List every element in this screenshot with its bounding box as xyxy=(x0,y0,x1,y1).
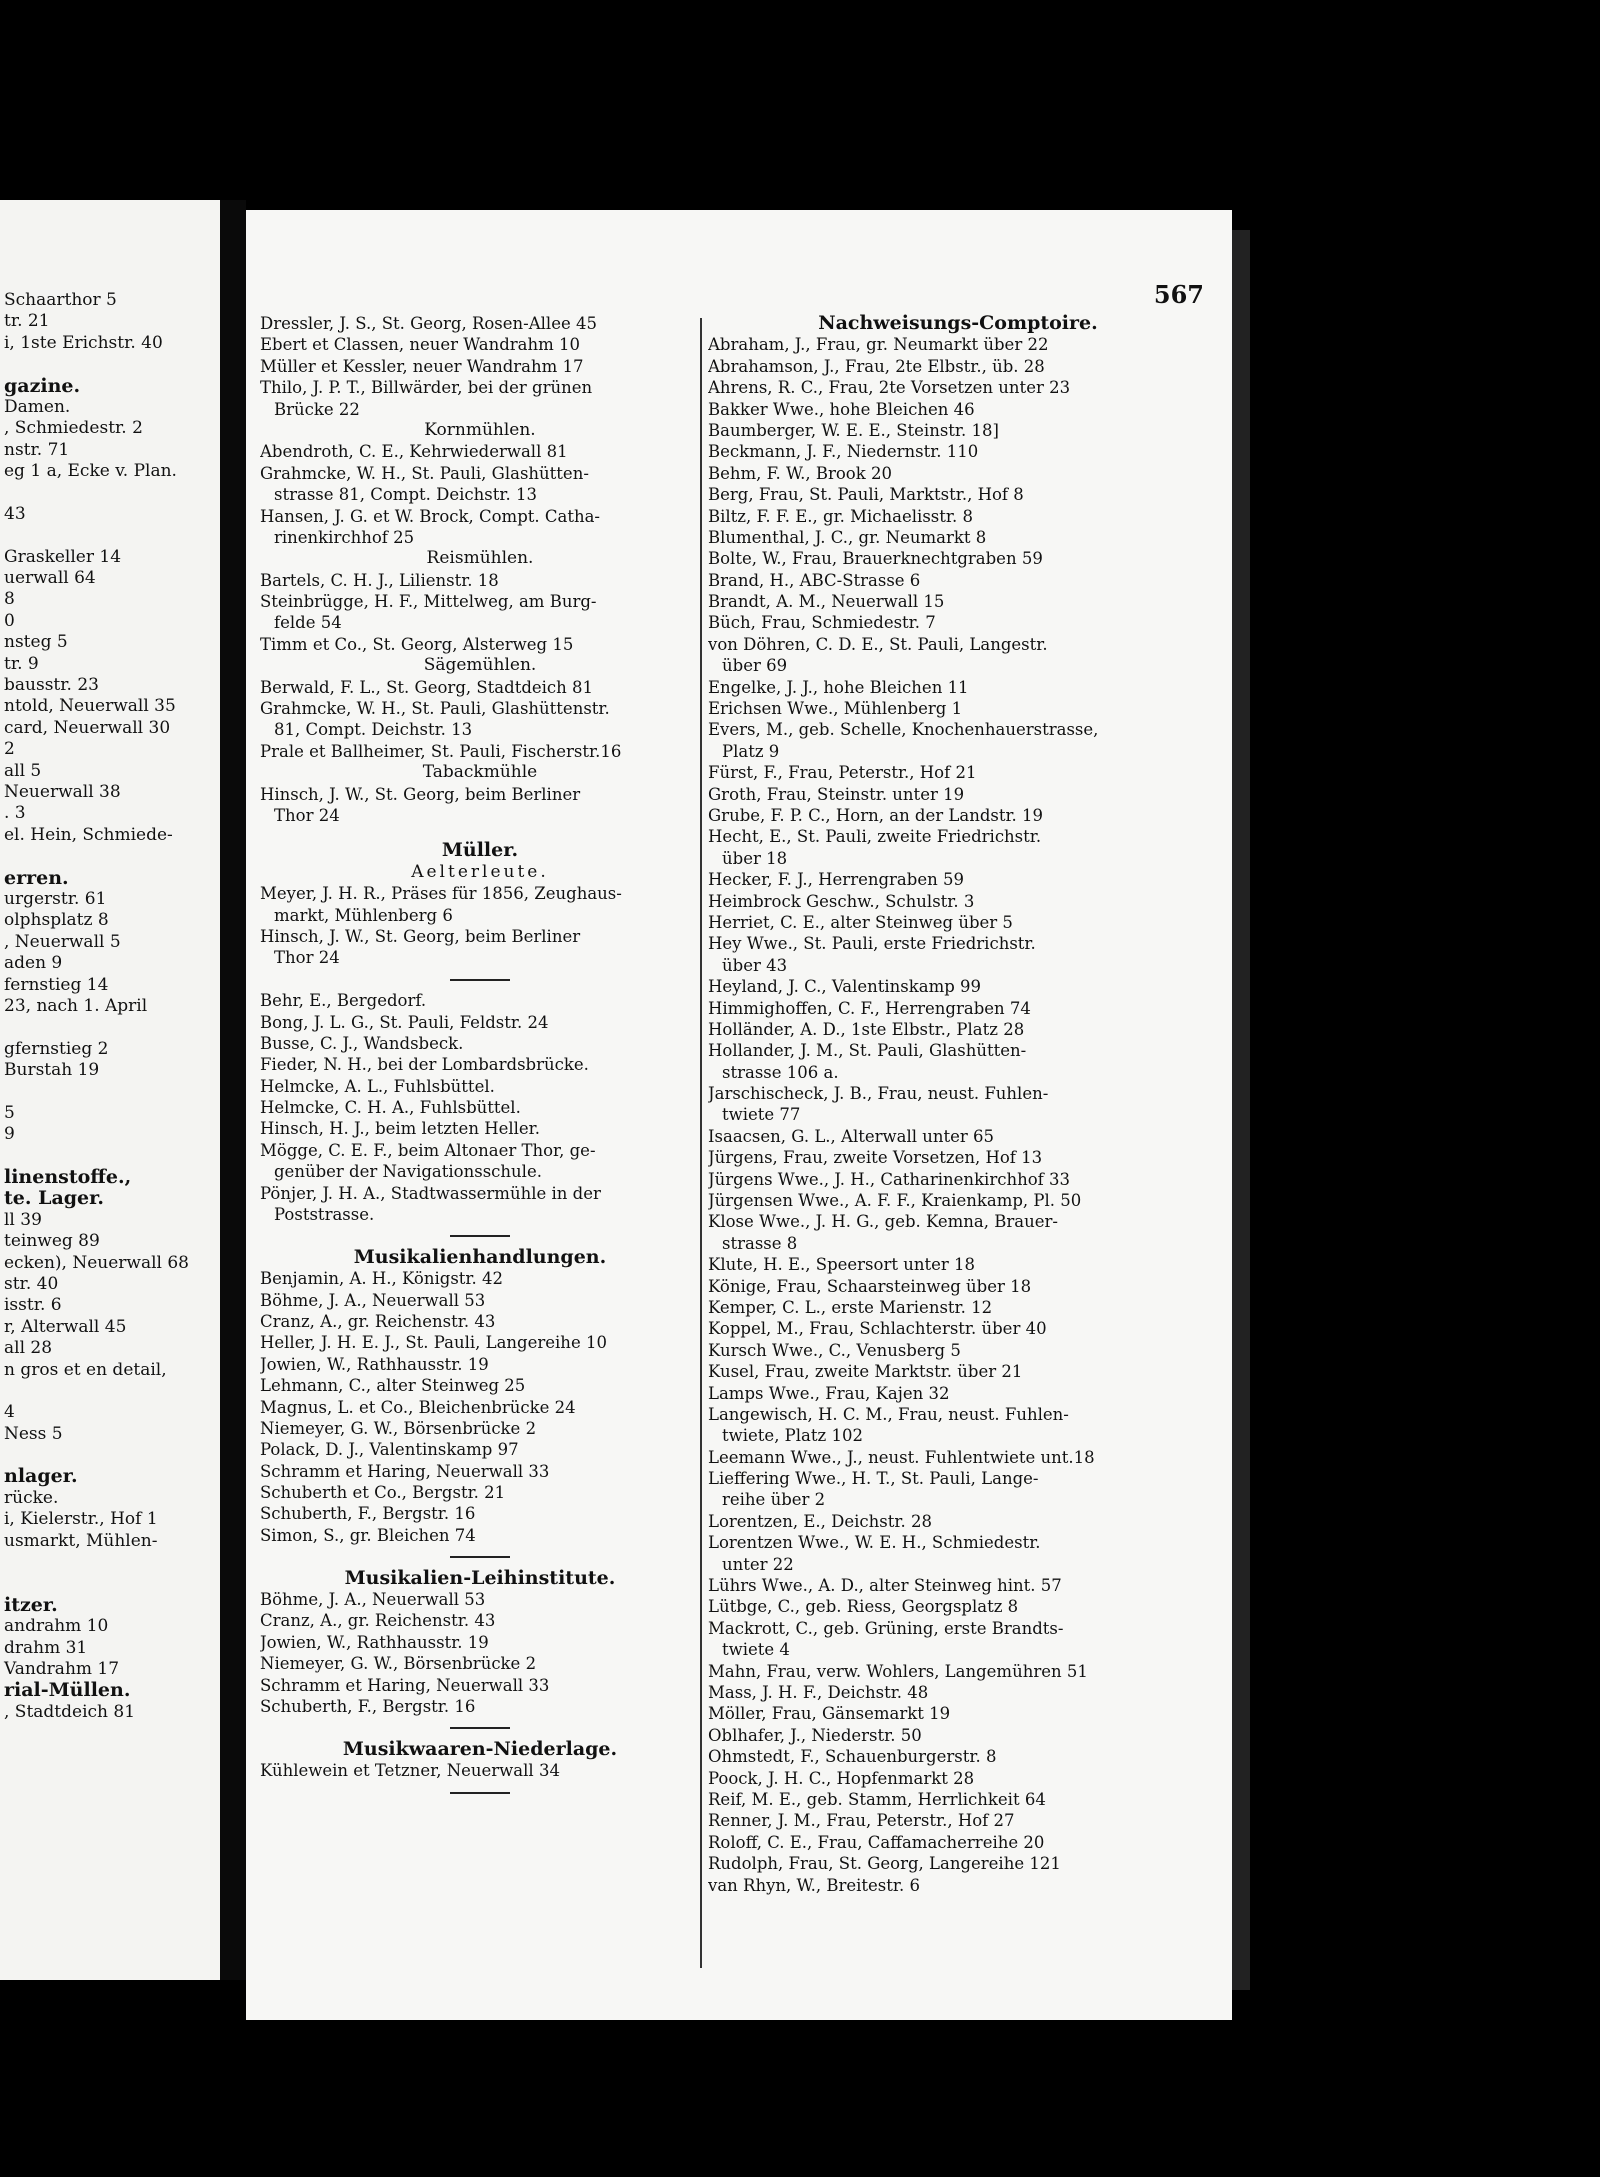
directory-entry: Kühlewein et Tetzner, Neuerwall 34 xyxy=(260,1761,560,1781)
left-page-line: rial-Müllen. xyxy=(4,1680,131,1702)
directory-entry: Jürgensen Wwe., A. F. F., Kraienkamp, Pl. 50 xyxy=(708,1191,1082,1211)
book-gutter xyxy=(220,200,246,1980)
directory-entry: Bakker Wwe., hohe Bleichen 46 xyxy=(708,399,975,419)
left-page-line: 2 xyxy=(4,739,15,760)
directory-entry: Schuberth, F., Bergstr. 16 xyxy=(260,1504,476,1524)
directory-entry: Herriet, C. E., alter Steinweg über 5 xyxy=(708,912,1013,932)
directory-entry: Schramm et Haring, Neuerwall 33 xyxy=(260,1675,550,1695)
directory-entry: Dressler, J. S., St. Georg, Rosen-Allee 45 xyxy=(260,314,597,333)
directory-entry: Himmighoffen, C. F., Herrengraben 74 xyxy=(708,998,1031,1018)
directory-entry: Benjamin, A. H., Königstr. 42 xyxy=(260,1269,503,1289)
directory-entry: Koppel, M., Frau, Schlachterstr. über 40 xyxy=(708,1319,1047,1339)
directory-entry: Böhme, J. A., Neuerwall 53 xyxy=(260,1590,486,1610)
section-title: Müller. xyxy=(441,839,519,862)
directory-entry: Klute, H. E., Speersort unter 18 xyxy=(708,1255,975,1275)
entry-continuation: Poststrasse. xyxy=(274,1205,375,1225)
directory-entry: Erichsen Wwe., Mühlenberg 1 xyxy=(708,699,963,719)
left-page-line: Ness 5 xyxy=(4,1423,63,1444)
left-page-line: card, Neuerwall 30 xyxy=(4,717,171,738)
directory-entry: Grube, F. P. C., Horn, an der Landstr. 19 xyxy=(708,805,1044,825)
left-page-line: Graskeller 14 xyxy=(4,546,122,567)
left-page-line: 23, nach 1. April xyxy=(4,995,148,1016)
directory-column-left xyxy=(260,313,700,1803)
entry-continuation: markt, Mühlenberg 6 xyxy=(274,905,453,925)
page-edge xyxy=(1232,230,1250,1990)
entry-continuation: Brücke 22 xyxy=(274,399,360,419)
left-page-line xyxy=(0,1017,220,1038)
entry-continuation: rinenkirchhof 25 xyxy=(274,527,415,547)
left-page-line: isstr. 6 xyxy=(4,1295,62,1316)
directory-entry: Heller, J. H. E. J., St. Pauli, Langereihe 10 xyxy=(260,1333,607,1353)
directory-entry: Thilo, J. P. T., Billwärder, bei der grünen xyxy=(260,378,593,398)
directory-entry: Helmcke, C. H. A., Fuhlsbüttel. xyxy=(260,1098,521,1118)
subsection-heading: Aelterleute. xyxy=(411,861,549,882)
entry-continuation: strasse 8 xyxy=(722,1233,798,1253)
directory-entry: Lorentzen, E., Deichstr. 28 xyxy=(708,1511,932,1531)
directory-entry: Schramm et Haring, Neuerwall 33 xyxy=(260,1461,550,1481)
left-page-line xyxy=(0,1552,220,1573)
directory-entry: Langewisch, H. C. M., Frau, neust. Fuhlen- xyxy=(708,1404,1069,1424)
left-page-line: usmarkt, Mühlen- xyxy=(4,1530,158,1551)
directory-entry: Polack, D. J., Valentinskamp 97 xyxy=(260,1440,519,1460)
directory-entry: Rudolph, Frau, St. Georg, Langereihe 121 xyxy=(708,1854,1061,1874)
section-title: Musikalienhandlungen. xyxy=(353,1245,607,1268)
directory-entry: Poock, J. H. C., Hopfenmarkt 28 xyxy=(708,1768,975,1788)
directory-entry: von Döhren, C. D. E., St. Pauli, Langestr. xyxy=(708,634,1048,654)
left-page-line xyxy=(0,1146,220,1167)
directory-entry: Helmcke, A. L., Fuhlsbüttel. xyxy=(260,1076,495,1096)
left-page-line: gazine. xyxy=(4,375,81,397)
directory-entry: Fieder, N. H., bei der Lombardsbrücke. xyxy=(260,1055,589,1075)
directory-entry: Holländer, A. D., 1ste Elbstr., Platz 28 xyxy=(708,1019,1025,1039)
directory-entry: Jürgens Wwe., J. H., Catharinenkirchhof 33 xyxy=(708,1169,1071,1189)
directory-entry: Schuberth et Co., Bergstr. 21 xyxy=(260,1483,506,1503)
directory-entry: Pönjer, J. H. A., Stadtwassermühle in der xyxy=(260,1183,601,1203)
directory-entry: Abendroth, C. E., Kehrwiederwall 81 xyxy=(260,442,568,462)
directory-entry: Evers, M., geb. Schelle, Knochenhauerstrasse, xyxy=(708,720,1099,740)
entry-continuation: strasse 106 a. xyxy=(722,1062,839,1082)
left-page-line: Schaarthor 5 xyxy=(4,290,117,310)
directory-entry: Lamps Wwe., Frau, Kajen 32 xyxy=(708,1383,950,1403)
left-page-line: 5 xyxy=(4,1102,15,1123)
directory-entry: Mass, J. H. F., Deichstr. 48 xyxy=(708,1683,929,1702)
section-title: Musikalien-Leihinstitute. xyxy=(344,1566,616,1589)
entry-continuation: twiete, Platz 102 xyxy=(722,1426,863,1446)
directory-entry: Jowien, W., Rathhausstr. 19 xyxy=(260,1354,489,1374)
left-page-line: n gros et en detail, xyxy=(4,1359,167,1380)
directory-entry: Lorentzen Wwe., W. E. H., Schmiedestr. xyxy=(708,1533,1041,1553)
left-page-line xyxy=(0,1381,220,1402)
directory-entry: Biltz, F. F. E., gr. Michaelisstr. 8 xyxy=(708,506,973,526)
directory-entry: Meyer, J. H. R., Präses für 1856, Zeughaus- xyxy=(260,884,622,904)
left-page-line: tr. 9 xyxy=(4,653,39,674)
left-page-line: ll 39 xyxy=(4,1209,42,1230)
left-page-line: nstr. 71 xyxy=(4,439,70,460)
left-page-line xyxy=(0,483,220,504)
left-page-line: el. Hein, Schmiede- xyxy=(4,824,173,845)
directory-entry: Behr, E., Bergedorf. xyxy=(260,991,427,1011)
entry-continuation: Platz 9 xyxy=(722,741,780,761)
entry-continuation: strasse 81, Compt. Deichstr. 13 xyxy=(274,485,537,505)
left-page-line xyxy=(0,1081,220,1102)
left-page-line: aden 9 xyxy=(4,953,63,974)
section-heading: Reismühlen. xyxy=(426,548,534,569)
entry-continuation: reihe über 2 xyxy=(722,1490,826,1510)
left-page-line: nsteg 5 xyxy=(4,632,68,653)
directory-entry: Grahmcke, W. H., St. Pauli, Glashütten- xyxy=(260,463,589,483)
directory-entry: Roloff, C. E., Frau, Caffamacherreihe 20 xyxy=(708,1832,1045,1852)
column-divider xyxy=(700,318,702,1968)
directory-entry: Kemper, C. L., erste Marienstr. 12 xyxy=(708,1297,993,1317)
directory-entry: Niemeyer, G. W., Börsenbrücke 2 xyxy=(260,1418,537,1438)
left-page-line xyxy=(0,1445,220,1466)
directory-entry: Mahn, Frau, verw. Wohlers, Langemühren 51 xyxy=(708,1661,1088,1681)
left-page-line xyxy=(0,846,220,867)
left-page-line: linenstoffe., xyxy=(4,1167,132,1189)
directory-entry: Brand, H., ABC-Strasse 6 xyxy=(708,570,921,590)
section-rule xyxy=(260,1717,700,1738)
directory-entry: Möller, Frau, Gänsemarkt 19 xyxy=(708,1704,951,1724)
entry-continuation: über 18 xyxy=(722,848,788,868)
spacer xyxy=(260,826,700,840)
left-page-line: gfernstieg 2 xyxy=(4,1038,109,1059)
section-title: Musikwaaren-Niederlage. xyxy=(342,1737,618,1760)
left-page-line: . 3 xyxy=(4,803,26,824)
left-page-line: , Schmiedestr. 2 xyxy=(4,418,143,439)
directory-entry: Heimbrock Geschw., Schulstr. 3 xyxy=(708,891,975,911)
entry-continuation: 81, Compt. Deichstr. 13 xyxy=(274,720,473,740)
directory-entry: Bolte, W., Frau, Brauerknechtgraben 59 xyxy=(708,549,1043,569)
directory-entry: Abrahamson, J., Frau, 2te Elbstr., üb. 28 xyxy=(708,356,1045,376)
directory-entry: Blumenthal, J. C., gr. Neumarkt 8 xyxy=(708,527,987,547)
directory-entry: Beckmann, J. F., Niedernstr. 110 xyxy=(708,442,979,462)
left-page-line: te. Lager. xyxy=(4,1188,105,1210)
directory-entry: Hollander, J. M., St. Pauli, Glashütten- xyxy=(708,1041,1027,1061)
directory-entry: Groth, Frau, Steinstr. unter 19 xyxy=(708,784,965,804)
directory-entry: Lütbge, C., geb. Riess, Georgsplatz 8 xyxy=(708,1597,1019,1617)
directory-entry: Kusel, Frau, zweite Marktstr. über 21 xyxy=(708,1362,1023,1382)
left-page-line: i, Kielerstr., Hof 1 xyxy=(4,1509,158,1530)
left-page-line: ecken), Neuerwall 68 xyxy=(4,1252,189,1273)
directory-entry: Bong, J. L. G., St. Pauli, Feldstr. 24 xyxy=(260,1012,549,1032)
directory-entry: Hinsch, J. W., St. Georg, beim Berliner xyxy=(260,784,581,804)
directory-entry: Abraham, J., Frau, gr. Neumarkt über 22 xyxy=(708,335,1049,355)
directory-entry: Hey Wwe., St. Pauli, erste Friedrichstr. xyxy=(708,934,1036,954)
section-rule xyxy=(260,1782,700,1803)
directory-entry: Cranz, A., gr. Reichenstr. 43 xyxy=(260,1611,496,1631)
entry-continuation: twiete 77 xyxy=(722,1105,801,1125)
left-page-line xyxy=(0,525,220,546)
left-page-line: 43 xyxy=(4,503,26,524)
left-page-fragment xyxy=(0,200,220,1980)
left-page-text xyxy=(0,290,220,1723)
left-page-line: urgerstr. 61 xyxy=(4,888,107,909)
directory-entry: Cranz, A., gr. Reichenstr. 43 xyxy=(260,1311,496,1331)
directory-entry: Renner, J. M., Frau, Peterstr., Hof 27 xyxy=(708,1811,1015,1831)
left-page-line: Neuerwall 38 xyxy=(4,781,121,802)
left-page-line: drahm 31 xyxy=(4,1637,88,1658)
directory-entry: Brandt, A. M., Neuerwall 15 xyxy=(708,592,945,612)
directory-entry: Schuberth, F., Bergstr. 16 xyxy=(260,1697,476,1716)
directory-entry: Fürst, F., Frau, Peterstr., Hof 21 xyxy=(708,763,977,783)
directory-entry: Berwald, F. L., St. Georg, Stadtdeich 81 xyxy=(260,677,594,697)
directory-entry: Lieffering Wwe., H. T., St. Pauli, Lange- xyxy=(708,1469,1039,1489)
directory-entry: Busse, C. J., Wandsbeck. xyxy=(260,1033,464,1053)
directory-entry: Magnus, L. et Co., Bleichenbrücke 24 xyxy=(260,1397,576,1417)
directory-entry: Behm, F. W., Brook 20 xyxy=(708,463,892,483)
left-page-line: itzer. xyxy=(4,1594,58,1616)
entry-continuation: über 43 xyxy=(722,955,788,975)
directory-entry: Büch, Frau, Schmiedestr. 7 xyxy=(708,613,936,633)
entry-continuation: Thor 24 xyxy=(274,805,340,825)
left-page-line: Burstah 19 xyxy=(4,1060,100,1081)
left-page-line: , Stadtdeich 81 xyxy=(4,1701,136,1722)
left-page-line: Damen. xyxy=(4,396,71,417)
directory-entry: Kursch Wwe., C., Venusberg 5 xyxy=(708,1340,961,1360)
directory-entry: Lührs Wwe., A. D., alter Steinweg hint. 57 xyxy=(708,1576,1062,1596)
left-page-line: 8 xyxy=(4,589,15,610)
directory-entry: Böhme, J. A., Neuerwall 53 xyxy=(260,1290,486,1310)
page-number: 567 xyxy=(1153,280,1204,309)
directory-entry: Grahmcke, W. H., St. Pauli, Glashüttenstr. xyxy=(260,699,610,719)
directory-entry: Niemeyer, G. W., Börsenbrücke 2 xyxy=(260,1654,537,1674)
directory-entry: van Rhyn, W., Breitestr. 6 xyxy=(708,1875,920,1895)
left-page-line: nlager. xyxy=(4,1466,78,1488)
entry-continuation: unter 22 xyxy=(722,1554,794,1574)
left-page-line xyxy=(0,354,220,375)
directory-entry: Oblhafer, J., Niederstr. 50 xyxy=(708,1725,922,1745)
left-page-line: teinweg 89 xyxy=(4,1231,100,1252)
directory-entry: Jürgens, Frau, zweite Vorsetzen, Hof 13 xyxy=(708,1148,1043,1168)
left-page-line: r, Alterwall 45 xyxy=(4,1316,127,1337)
left-page-line: str. 40 xyxy=(4,1273,59,1294)
directory-entry: Hansen, J. G. et W. Brock, Compt. Catha- xyxy=(260,506,601,526)
directory-entry: Hecker, F. J., Herrengraben 59 xyxy=(708,870,964,890)
directory-entry: Ohmstedt, F., Schauenburgerstr. 8 xyxy=(708,1747,997,1767)
left-page-line: uerwall 64 xyxy=(4,568,96,589)
left-page-line: fernstieg 14 xyxy=(4,974,109,995)
directory-entry: Mögge, C. E. F., beim Altonaer Thor, ge- xyxy=(260,1140,596,1160)
section-rule xyxy=(260,969,700,990)
directory-entry: Steinbrügge, H. F., Mittelweg, am Burg- xyxy=(260,592,597,612)
directory-entry: Leemann Wwe., J., neust. Fuhlentwiete unt.18 xyxy=(708,1447,1095,1467)
left-page-line: tr. 21 xyxy=(4,311,50,332)
section-rule xyxy=(260,1546,700,1567)
right-page xyxy=(246,210,1232,2020)
directory-entry: Mackrott, C., geb. Grüning, erste Brandts- xyxy=(708,1618,1064,1638)
directory-entry: Hinsch, J. W., St. Georg, beim Berliner xyxy=(260,926,581,946)
section-title: Nachweisungs-Comptoire. xyxy=(818,312,1098,334)
left-page-line xyxy=(0,1573,220,1594)
entry-continuation: genüber der Navigationsschule. xyxy=(274,1162,542,1182)
left-page-line: erren. xyxy=(4,867,69,889)
directory-entry: Berg, Frau, St. Pauli, Marktstr., Hof 8 xyxy=(708,485,1024,505)
left-page-line: 0 xyxy=(4,610,15,631)
entry-continuation: über 69 xyxy=(722,656,788,676)
directory-entry: Heyland, J. C., Valentinskamp 99 xyxy=(708,977,982,997)
left-page-line: andrahm 10 xyxy=(4,1616,109,1637)
left-page-line: 4 xyxy=(4,1402,15,1423)
directory-entry: Ebert et Classen, neuer Wandrahm 10 xyxy=(260,335,581,355)
directory-entry: Jarschischeck, J. B., Frau, neust. Fuhlen- xyxy=(708,1084,1049,1104)
directory-entry: Hinsch, H. J., beim letzten Heller. xyxy=(260,1119,540,1139)
left-page-line: all 5 xyxy=(4,760,42,781)
left-page-line: olphsplatz 8 xyxy=(4,910,109,931)
directory-entry: Jowien, W., Rathhausstr. 19 xyxy=(260,1632,489,1652)
directory-entry: Bartels, C. H. J., Lilienstr. 18 xyxy=(260,570,499,590)
section-heading: Kornmühlen. xyxy=(424,419,536,440)
directory-entry: Baumberger, W. E. E., Steinstr. 18] xyxy=(708,420,999,440)
left-page-line: eg 1 a, Ecke v. Plan. xyxy=(4,461,177,482)
directory-entry: Timm et Co., St. Georg, Alsterweg 15 xyxy=(260,634,574,654)
directory-entry: Hecht, E., St. Pauli, zweite Friedrichstr. xyxy=(708,827,1042,847)
entry-continuation: Thor 24 xyxy=(274,948,340,968)
directory-entry: Isaacsen, G. L., Alterwall unter 65 xyxy=(708,1126,995,1146)
directory-entry: Engelke, J. J., hohe Bleichen 11 xyxy=(708,677,969,697)
left-page-line: 9 xyxy=(4,1124,15,1145)
directory-entry: Müller et Kessler, neuer Wandrahm 17 xyxy=(260,356,584,376)
left-page-line: ntold, Neuerwall 35 xyxy=(4,696,176,717)
directory-entry: Simon, S., gr. Bleichen 74 xyxy=(260,1525,476,1545)
left-page-line: , Neuerwall 5 xyxy=(4,931,121,952)
section-heading: Tabackmühle xyxy=(422,762,538,783)
directory-entry: Prale et Ballheimer, St. Pauli, Fischerstr.16 xyxy=(260,741,622,761)
left-page-line: bausstr. 23 xyxy=(4,675,99,696)
section-rule xyxy=(260,1225,700,1246)
left-page-line: Vandrahm 17 xyxy=(4,1659,120,1679)
left-page-line: rücke. xyxy=(4,1487,59,1508)
directory-column-right xyxy=(708,313,1208,1896)
section-heading: Sägemühlen. xyxy=(423,655,537,676)
directory-entry: Könige, Frau, Schaarsteinweg über 18 xyxy=(708,1276,1032,1296)
directory-entry: Ahrens, R. C., Frau, 2te Vorsetzen unter 23 xyxy=(708,378,1071,398)
left-page-line: all 28 xyxy=(4,1338,53,1359)
left-page-line: i, 1ste Erichstr. 40 xyxy=(4,332,163,353)
entry-continuation: twiete 4 xyxy=(722,1640,790,1660)
directory-entry: Klose Wwe., J. H. G., geb. Kemna, Brauer- xyxy=(708,1212,1058,1232)
entry-continuation: felde 54 xyxy=(274,613,342,633)
directory-entry: Reif, M. E., geb. Stamm, Herrlichkeit 64 xyxy=(708,1789,1046,1809)
directory-entry: Lehmann, C., alter Steinweg 25 xyxy=(260,1376,526,1396)
